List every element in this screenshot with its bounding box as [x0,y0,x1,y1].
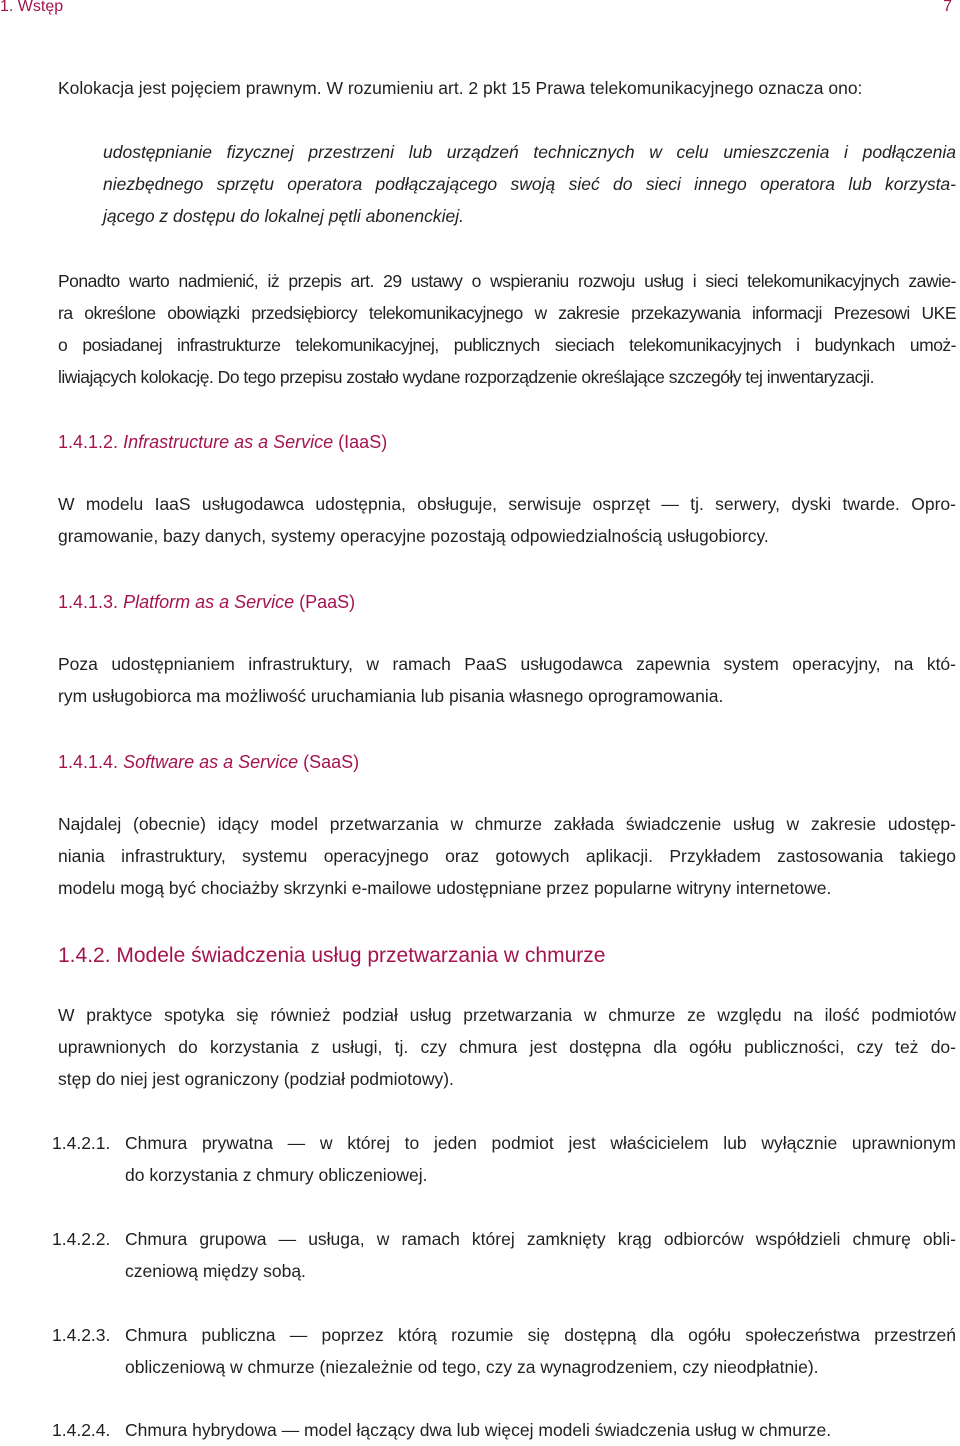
item-line: do korzystania z chmury obliczeniowej. [125,1165,428,1185]
item-text [125,1223,956,1287]
section-heading-paas [58,590,355,614]
section-number: 1.4.1.3. [58,592,119,612]
item-line: obliczeniową w chmurze (niezależnie od tego, czy za wynagrodzeniem, czy nieodpłatnie). [125,1357,819,1377]
quote-line: niezbędnego sprzętu operatora podłączającego swoją sieć do sieci innego operatora lub korzysta- [103,174,956,194]
section-number: 1.4.1.4. [58,752,119,772]
item-line: Chmura hybrydowa — model łączący dwa lub więcej modeli świadczenia usług w chmurze. [125,1420,832,1440]
paragraph-line: rym usługobiorca ma możliwość uruchamiania lub pisania własnego oprogramowania. [58,686,724,706]
paragraph-line: niania infrastruktury, systemu operacyjnego oraz gotowych aplikacji. Przykładem zastosowania takiego [58,846,956,866]
running-header [0,0,960,20]
paragraph-line: stęp do niej jest ograniczony (podział podmiotowy). [58,1069,454,1089]
section-heading-iaas [58,430,387,454]
item-line: Chmura prywatna — w której to jeden podmiot jest właścicielem lub wyłącznie uprawnionym [125,1133,956,1153]
paragraph-line: ra określone obowiązki przedsiębiorcy telekomunikacyjnego w zakresie przekazywania informacji Prezesowi UKE [58,303,956,323]
item-text [125,1414,956,1446]
section-title: Infrastructure as a Service [123,432,334,452]
paragraph-line: W modelu IaaS usługodawca udostępnia, obsługuje, serwisuje osprzęt — tj. serwery, dyski twarde. Opro- [58,494,956,514]
legal-quote [103,136,956,232]
section-abbr: (IaaS) [338,432,388,452]
paragraph-line: W praktyce spotyka się również podział usług przetwarzania w chmurze ze względu na ilość podmiotów [58,1005,956,1025]
paragraph-line: Ponadto warto nadmienić, iż przepis art. 29 ustawy o wspieraniu rozwoju usług i sieci telekomunikacyjnych zawie- [58,271,956,291]
paragraph-line: Poza udostępnianiem infrastruktury, w ramach PaaS usługodawca zapewnia system operacyjny, na któ- [58,654,956,674]
item-number: 1.4.2.2. [52,1229,111,1249]
section-title: Software as a Service [123,752,299,772]
item-line: Chmura publiczna — poprzez którą rozumie się dostępną dla ogółu społeczeństwa przestrzeń [125,1325,956,1345]
item-line: Chmura grupowa — usługa, w ramach której zamknięty krąg odbiorców współdzieli chmurę obli- [125,1229,956,1249]
section-heading-saas [58,750,359,774]
models-paragraph [58,999,956,1095]
paragraph-line: modelu mogą być chociażby skrzynki e-mailowe udostępniane przez popularne witryny internetowe. [58,878,832,898]
section-abbr: (PaaS) [299,592,356,612]
paragraph-art29 [58,265,956,393]
item-number: 1.4.2.4. [52,1420,111,1440]
item-line: czeniową między sobą. [125,1261,306,1281]
page-number: 7 [943,0,952,15]
section-abbr: (SaaS) [303,752,360,772]
section-heading-models: 1.4.2. Modele świadczenia usług przetwarzania w chmurze [58,944,606,967]
iaas-paragraph [58,488,956,552]
item-number: 1.4.2.3. [52,1325,111,1345]
paragraph-line: uprawnionych do korzystania z usługi, tj. czy chmura jest dostępna dla ogółu publiczności, czy też do- [58,1037,956,1057]
paas-paragraph [58,648,956,712]
item-text [125,1127,956,1191]
saas-paragraph [58,808,956,904]
item-text [125,1319,956,1383]
quote-line: udostępnianie fizycznej przestrzeni lub urządzeń technicznych w celu umieszczenia i podłączenia [103,142,956,162]
paragraph-line: liwiających kolokację. Do tego przepisu zostało wydane rozporządzenie określające szczegóły tej inwentaryzacji. [58,367,875,387]
intro-paragraph: Kolokacja jest pojęciem prawnym. W rozumieniu art. 2 pkt 15 Prawa telekomunikacyjnego oznacza ono: [58,78,863,98]
quote-line: jącego z dostępu do lokalnej pętli abonenckiej. [103,206,464,226]
header-section-title: 1. Wstęp [0,0,64,15]
section-number: 1.4.1.2. [58,432,119,452]
paragraph-line: gramowanie, bazy danych, systemy operacyjne pozostają odpowiedzialnością usługobiorcy. [58,526,769,546]
paragraph-line: o posiadanej infrastrukturze telekomunikacyjnej, publicznych sieciach telekomunikacyjnych i budynkach umoż- [58,335,956,355]
paragraph-line: Najdalej (obecnie) idący model przetwarzania w chmurze zakłada świadczenie usług w zakresie udostęp- [58,814,956,834]
section-title: Platform as a Service [123,592,295,612]
item-number: 1.4.2.1. [52,1133,111,1153]
